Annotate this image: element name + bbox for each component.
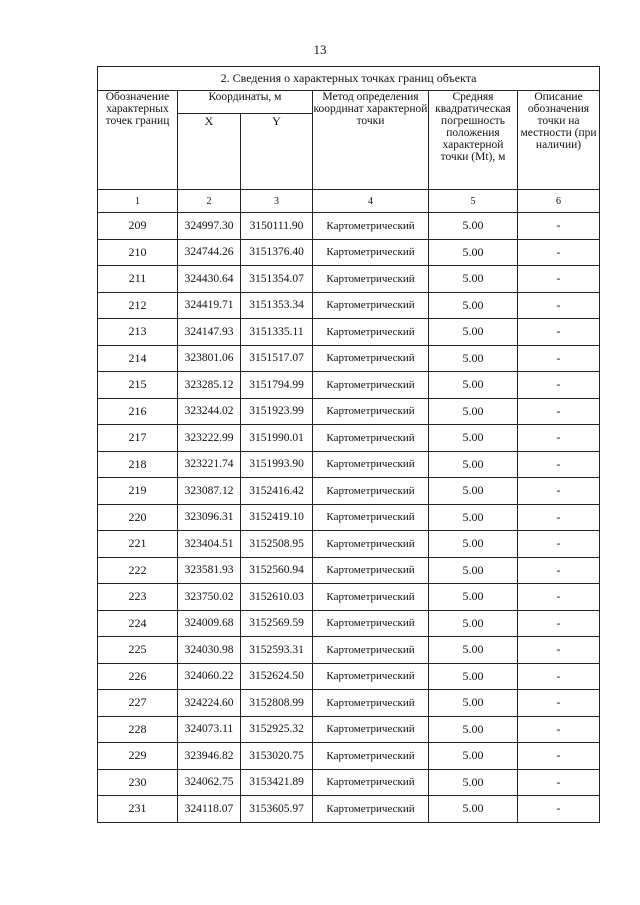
error-cell: 5.00 [429, 584, 518, 611]
description-cell: - [518, 319, 600, 346]
error-cell: 5.00 [429, 557, 518, 584]
y-cell: 3152560.94 [241, 557, 313, 584]
y-cell: 3151794.99 [241, 372, 313, 399]
boundary-points-table [97, 66, 600, 823]
table-row [98, 610, 600, 637]
table-row [98, 372, 600, 399]
table-row [98, 557, 600, 584]
table-row [98, 239, 600, 266]
error-cell: 5.00 [429, 637, 518, 664]
error-cell: 5.00 [429, 213, 518, 240]
description-cell: - [518, 451, 600, 478]
table-row [98, 769, 600, 796]
error-cell: 5.00 [429, 345, 518, 372]
y-cell: 3153605.97 [241, 796, 313, 823]
header-x: X [178, 114, 241, 190]
table-row [98, 663, 600, 690]
x-cell: 323404.51 [178, 531, 241, 558]
section-title-row [98, 67, 600, 91]
method-cell: Картометрический [313, 239, 429, 266]
header-row [98, 91, 600, 114]
method-cell: Картометрический [313, 478, 429, 505]
y-cell: 3151990.01 [241, 425, 313, 452]
y-cell: 3153020.75 [241, 743, 313, 770]
x-cell: 323946.82 [178, 743, 241, 770]
error-cell: 5.00 [429, 690, 518, 717]
error-cell: 5.00 [429, 716, 518, 743]
description-cell: - [518, 478, 600, 505]
y-cell: 3151517.07 [241, 345, 313, 372]
point-cell: 219 [98, 478, 178, 505]
x-cell: 324997.30 [178, 213, 241, 240]
description-cell: - [518, 425, 600, 452]
description-cell: - [518, 584, 600, 611]
point-cell: 216 [98, 398, 178, 425]
method-cell: Картометрический [313, 531, 429, 558]
point-cell: 220 [98, 504, 178, 531]
table-row [98, 345, 600, 372]
table-row [98, 478, 600, 505]
column-number: 2 [178, 190, 241, 213]
error-cell: 5.00 [429, 425, 518, 452]
description-cell: - [518, 716, 600, 743]
method-cell: Картометрический [313, 637, 429, 664]
table-row [98, 531, 600, 558]
page-number: 13 [313, 42, 327, 57]
method-cell: Картометрический [313, 663, 429, 690]
point-cell: 210 [98, 239, 178, 266]
table-row [98, 213, 600, 240]
description-cell: - [518, 239, 600, 266]
method-cell: Картометрический [313, 372, 429, 399]
x-cell: 324062.75 [178, 769, 241, 796]
y-cell: 3152593.31 [241, 637, 313, 664]
x-cell: 323244.02 [178, 398, 241, 425]
y-cell: 3151353.34 [241, 292, 313, 319]
x-cell: 323221.74 [178, 451, 241, 478]
y-cell: 3151376.40 [241, 239, 313, 266]
table-body [98, 213, 600, 823]
column-number: 6 [518, 190, 600, 213]
method-cell: Картометрический [313, 716, 429, 743]
x-cell: 323096.31 [178, 504, 241, 531]
error-cell: 5.00 [429, 504, 518, 531]
method-cell: Картометрический [313, 610, 429, 637]
method-cell: Картометрический [313, 504, 429, 531]
x-cell: 324009.68 [178, 610, 241, 637]
description-cell: - [518, 663, 600, 690]
y-cell: 3152508.95 [241, 531, 313, 558]
point-cell: 217 [98, 425, 178, 452]
table-row [98, 716, 600, 743]
description-cell: - [518, 398, 600, 425]
point-cell: 229 [98, 743, 178, 770]
description-cell: - [518, 266, 600, 293]
point-cell: 212 [98, 292, 178, 319]
table-row [98, 425, 600, 452]
description-cell: - [518, 743, 600, 770]
x-cell: 324430.64 [178, 266, 241, 293]
table-row [98, 796, 600, 823]
error-cell: 5.00 [429, 478, 518, 505]
error-cell: 5.00 [429, 769, 518, 796]
x-cell: 323087.12 [178, 478, 241, 505]
description-cell: - [518, 637, 600, 664]
description-cell: - [518, 690, 600, 717]
point-cell: 226 [98, 663, 178, 690]
description-cell: - [518, 372, 600, 399]
method-cell: Картометрический [313, 690, 429, 717]
x-cell: 324030.98 [178, 637, 241, 664]
x-cell: 323285.12 [178, 372, 241, 399]
y-cell: 3152419.10 [241, 504, 313, 531]
point-cell: 227 [98, 690, 178, 717]
column-number: 4 [313, 190, 429, 213]
column-number-row [98, 190, 600, 213]
description-cell: - [518, 345, 600, 372]
x-cell: 323750.02 [178, 584, 241, 611]
description-cell: - [518, 796, 600, 823]
y-cell: 3152808.99 [241, 690, 313, 717]
point-cell: 225 [98, 637, 178, 664]
y-cell: 3152610.03 [241, 584, 313, 611]
x-cell: 324073.11 [178, 716, 241, 743]
table-row [98, 319, 600, 346]
description-cell: - [518, 557, 600, 584]
y-cell: 3151993.90 [241, 451, 313, 478]
point-cell: 211 [98, 266, 178, 293]
description-cell: - [518, 292, 600, 319]
header-description: Описание обозначения точки на местности (при наличии) [518, 91, 600, 190]
x-cell: 324060.22 [178, 663, 241, 690]
table-row [98, 584, 600, 611]
x-cell: 324419.71 [178, 292, 241, 319]
y-cell: 3151923.99 [241, 398, 313, 425]
method-cell: Картометрический [313, 266, 429, 293]
method-cell: Картометрический [313, 345, 429, 372]
y-cell: 3151335.11 [241, 319, 313, 346]
error-cell: 5.00 [429, 796, 518, 823]
error-cell: 5.00 [429, 266, 518, 293]
point-cell: 231 [98, 796, 178, 823]
x-cell: 323222.99 [178, 425, 241, 452]
method-cell: Картометрический [313, 769, 429, 796]
point-cell: 228 [98, 716, 178, 743]
x-cell: 324147.93 [178, 319, 241, 346]
table-row [98, 504, 600, 531]
method-cell: Картометрический [313, 743, 429, 770]
point-cell: 224 [98, 610, 178, 637]
y-cell: 3152925.32 [241, 716, 313, 743]
x-cell: 324744.26 [178, 239, 241, 266]
y-cell: 3152416.42 [241, 478, 313, 505]
error-cell: 5.00 [429, 531, 518, 558]
point-cell: 221 [98, 531, 178, 558]
method-cell: Картометрический [313, 319, 429, 346]
error-cell: 5.00 [429, 292, 518, 319]
x-cell: 324118.07 [178, 796, 241, 823]
column-number: 5 [429, 190, 518, 213]
point-cell: 218 [98, 451, 178, 478]
table-row [98, 451, 600, 478]
x-cell: 323581.93 [178, 557, 241, 584]
error-cell: 5.00 [429, 398, 518, 425]
method-cell: Картометрический [313, 584, 429, 611]
table-row [98, 743, 600, 770]
point-cell: 213 [98, 319, 178, 346]
method-cell: Картометрический [313, 557, 429, 584]
description-cell: - [518, 213, 600, 240]
y-cell: 3151354.07 [241, 266, 313, 293]
point-cell: 215 [98, 372, 178, 399]
column-number: 3 [241, 190, 313, 213]
description-cell: - [518, 610, 600, 637]
error-cell: 5.00 [429, 372, 518, 399]
description-cell: - [518, 531, 600, 558]
header-method: Метод определения координат характерной точки [313, 91, 429, 190]
method-cell: Картометрический [313, 213, 429, 240]
point-cell: 214 [98, 345, 178, 372]
x-cell: 324224.60 [178, 690, 241, 717]
point-cell: 209 [98, 213, 178, 240]
method-cell: Картометрический [313, 796, 429, 823]
error-cell: 5.00 [429, 451, 518, 478]
header-designation: Обозначение характерных точек границ [98, 91, 178, 190]
error-cell: 5.00 [429, 239, 518, 266]
error-cell: 5.00 [429, 319, 518, 346]
column-number: 1 [98, 190, 178, 213]
section-title: 2. Сведения о характерных точках границ объекта [98, 67, 600, 91]
error-cell: 5.00 [429, 743, 518, 770]
y-cell: 3153421.89 [241, 769, 313, 796]
error-cell: 5.00 [429, 663, 518, 690]
table-row [98, 266, 600, 293]
method-cell: Картометрический [313, 398, 429, 425]
table-row [98, 637, 600, 664]
point-cell: 222 [98, 557, 178, 584]
error-cell: 5.00 [429, 610, 518, 637]
header-y: Y [241, 114, 313, 190]
method-cell: Картометрический [313, 425, 429, 452]
table-row [98, 292, 600, 319]
table-row [98, 690, 600, 717]
point-cell: 223 [98, 584, 178, 611]
y-cell: 3152569.59 [241, 610, 313, 637]
header-coordinates: Координаты, м [178, 91, 313, 114]
table-row [98, 398, 600, 425]
description-cell: - [518, 504, 600, 531]
method-cell: Картометрический [313, 292, 429, 319]
description-cell: - [518, 769, 600, 796]
method-cell: Картометрический [313, 451, 429, 478]
point-cell: 230 [98, 769, 178, 796]
y-cell: 3150111.90 [241, 213, 313, 240]
y-cell: 3152624.50 [241, 663, 313, 690]
x-cell: 323801.06 [178, 345, 241, 372]
header-error: Средняя квадратическая погрешность положения характерной точки (Mt), м [429, 91, 518, 190]
